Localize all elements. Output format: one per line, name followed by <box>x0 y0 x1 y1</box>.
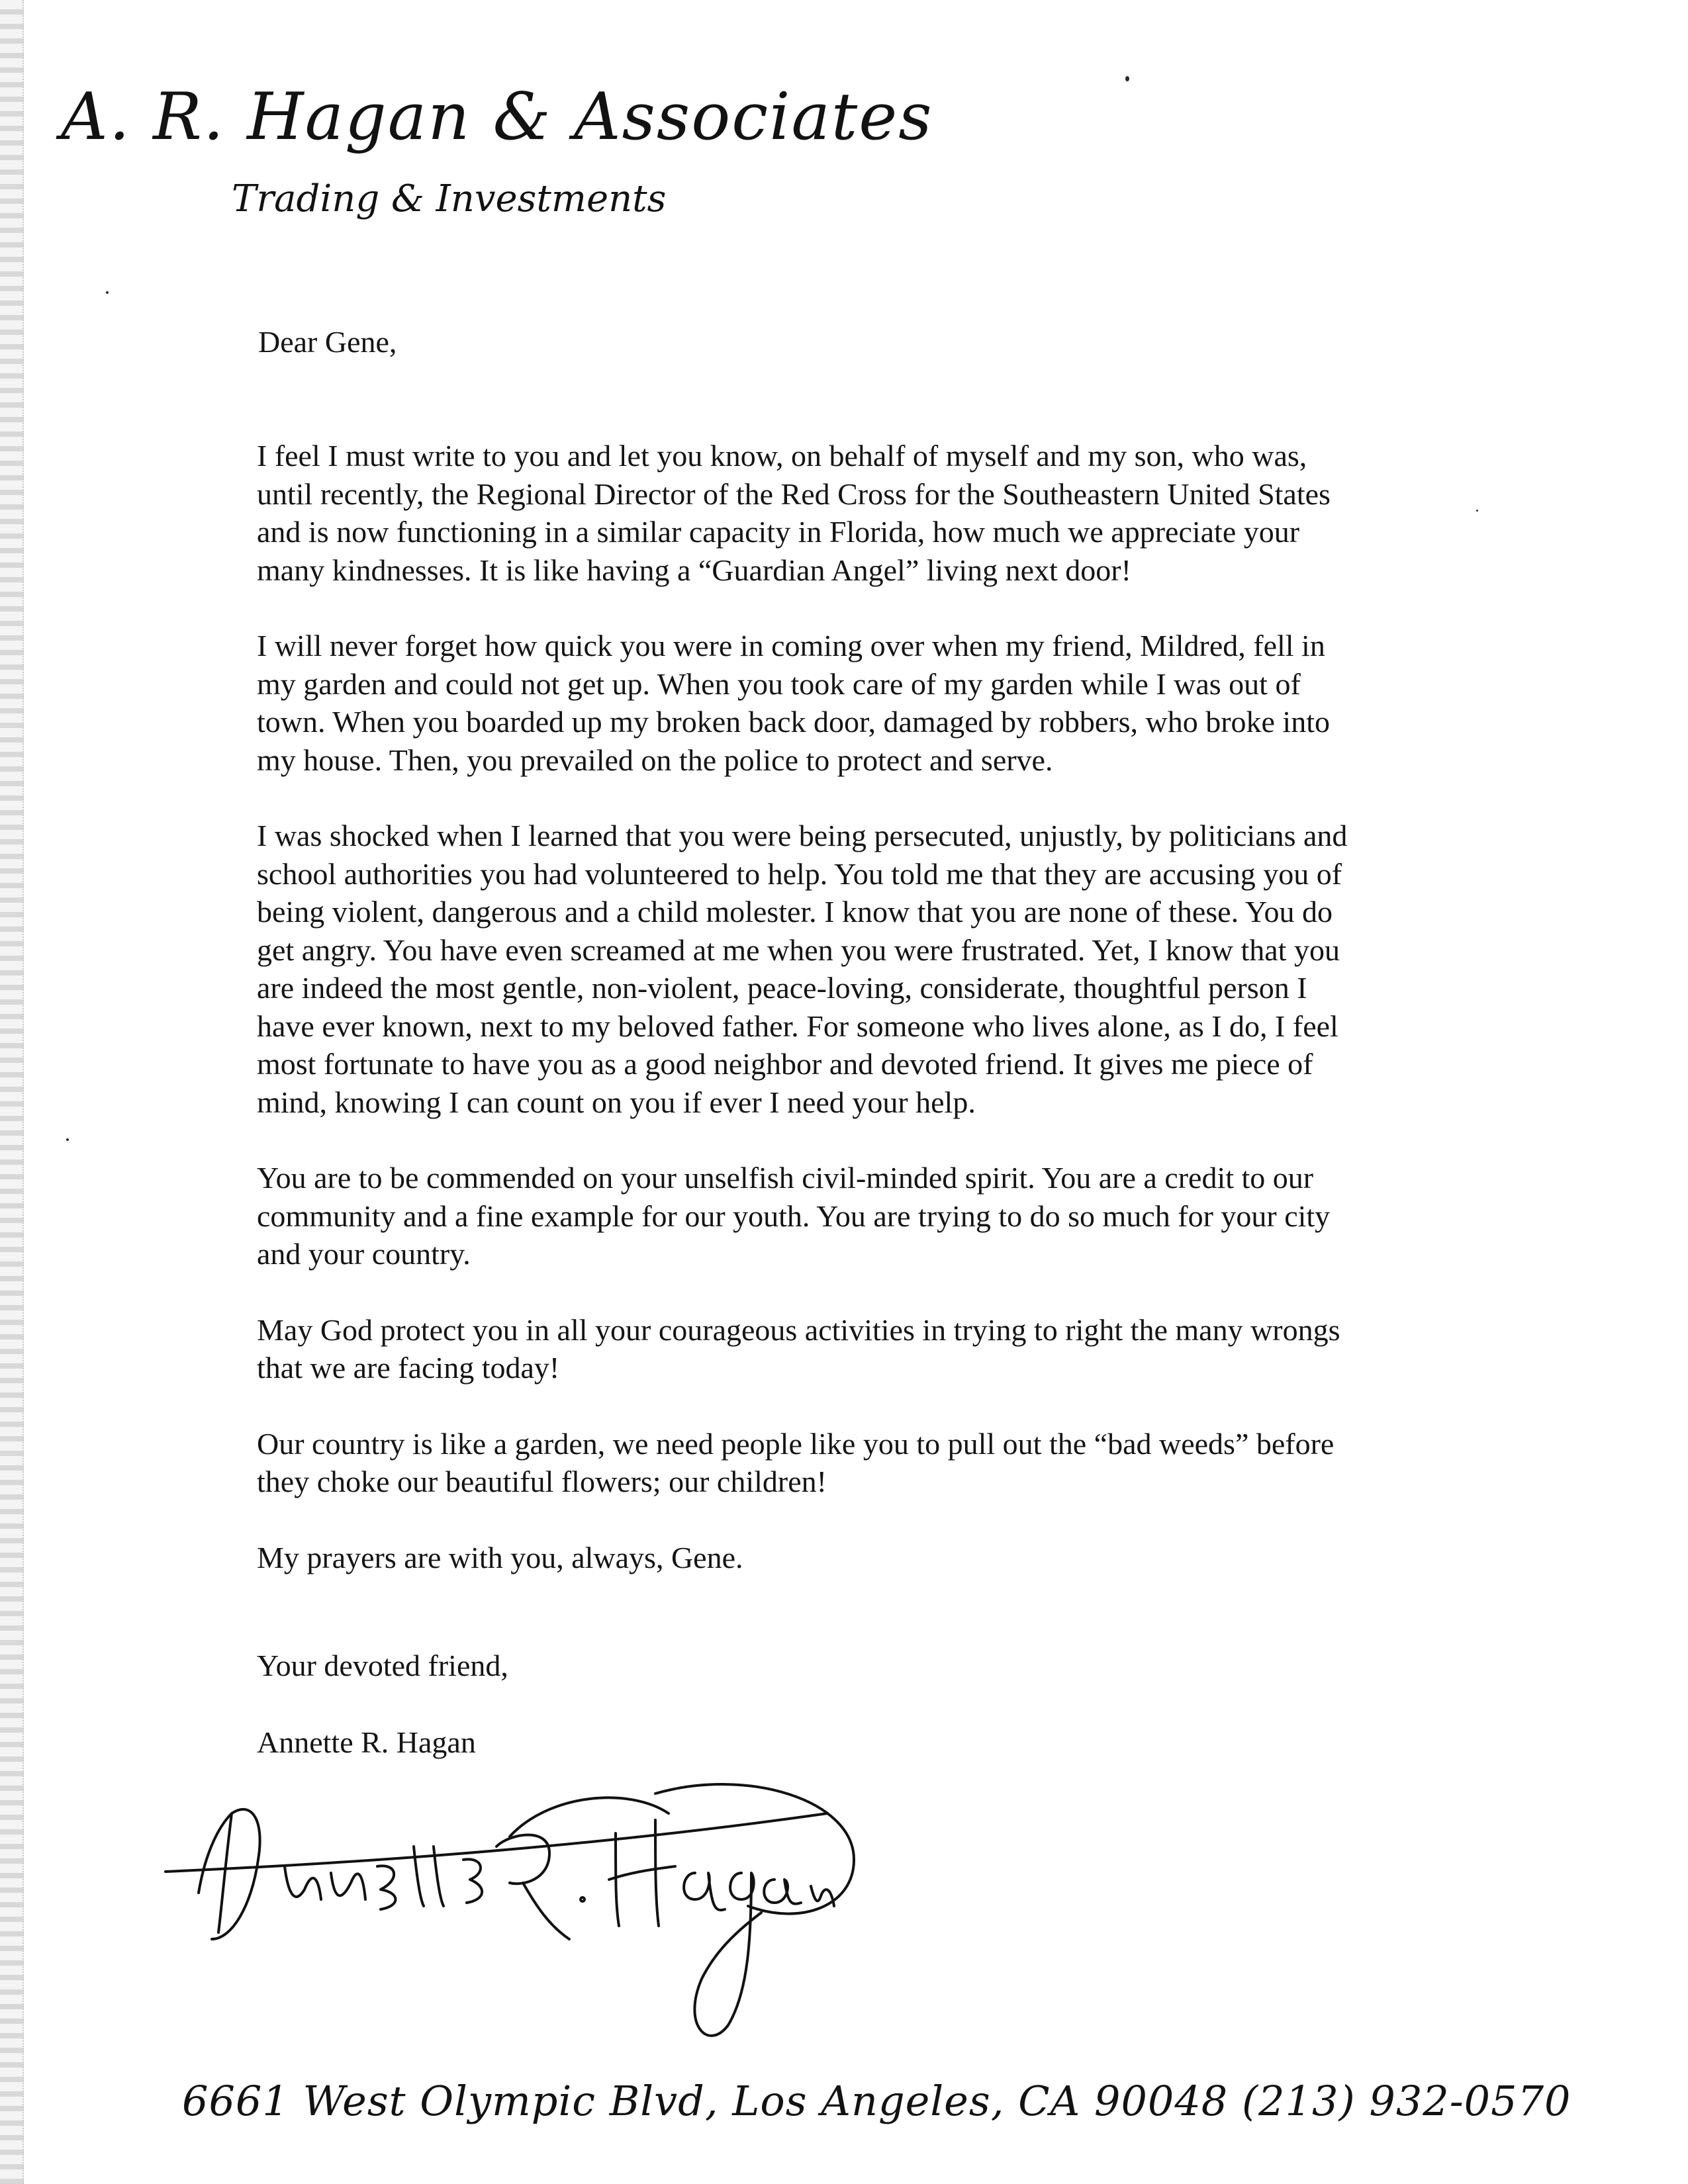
body-paragraph-1: I feel I must write to you and let you know, on behalf of myself and my son, who was, until recently, the Regional Director of the Red Cross for the Southeastern United States and is now functioning in a similar capacity in Florida, how much we appreciate your many kindnesses. It is like having a “Guardian Angel” living next door! <box>257 439 1331 587</box>
body-paragraph-2: I will never forget how quick you were in coming over when my friend, Mildred, fell in my garden and could not get up. When you took care of my garden while I was out of town. When you boarded up my broken back door, damaged by robbers, who broke into my house. Then, you prevailed on the police to protect and serve. <box>257 629 1330 777</box>
salutation: Dear Gene, <box>258 325 397 359</box>
body-paragraph-4: You are to be commended on your unselfish civil-minded spirit. You are a credit to our community and a fine example for our youth. You are trying to do so much for your city and your country. <box>257 1161 1331 1271</box>
footer-address: 6661 West Olympic Blvd, Los Angeles, CA 90048 (213) 932-0570 <box>182 2077 1571 2125</box>
scan-speck <box>66 1138 69 1141</box>
typed-name: Annette R. Hagan <box>257 1725 476 1759</box>
letterhead-company-name: A. R. Hagan & Associates <box>61 79 933 155</box>
handwritten-signature <box>152 1774 867 2052</box>
body-paragraph-5: May God protect you in all your courageous activities in trying to right the many wrongs that we are facing today! <box>257 1312 1340 1385</box>
scan-speck <box>1476 510 1478 512</box>
letterhead-tagline: Trading & Investments <box>232 177 667 220</box>
body-paragraph-6: Our country is like a garden, we need people like you to pull out the “bad weeds” before they choke our beautiful flowers; our children! <box>257 1426 1335 1498</box>
body-paragraph-7: My prayers are with you, always, Gene. <box>257 1540 743 1574</box>
closing: Your devoted friend, <box>257 1649 508 1682</box>
letter-body <box>257 437 1481 1614</box>
scan-speck <box>106 291 109 294</box>
scan-speck <box>1125 76 1129 81</box>
body-paragraph-3: I was shocked when I learned that you were being persecuted, unjustly, by politicians and school authorities you had volunteered to help. You told me that they are accusing you of being violent, dangerous and a child molester. I know that you are none of these. You do get angry. You have even screamed at me when you were frustrated. Yet, I know that you are indeed the most gentle, non-violent, peace-loving, considerate, thoughtful person I have ever known, next to my beloved father. For someone who lives alone, as I do, I feel most fortunate to have you as a good neighbor and devoted friend. It gives me piece of mind, knowing I can count on you if ever I need your help. <box>257 819 1348 1119</box>
perforated-edge <box>0 0 24 2184</box>
